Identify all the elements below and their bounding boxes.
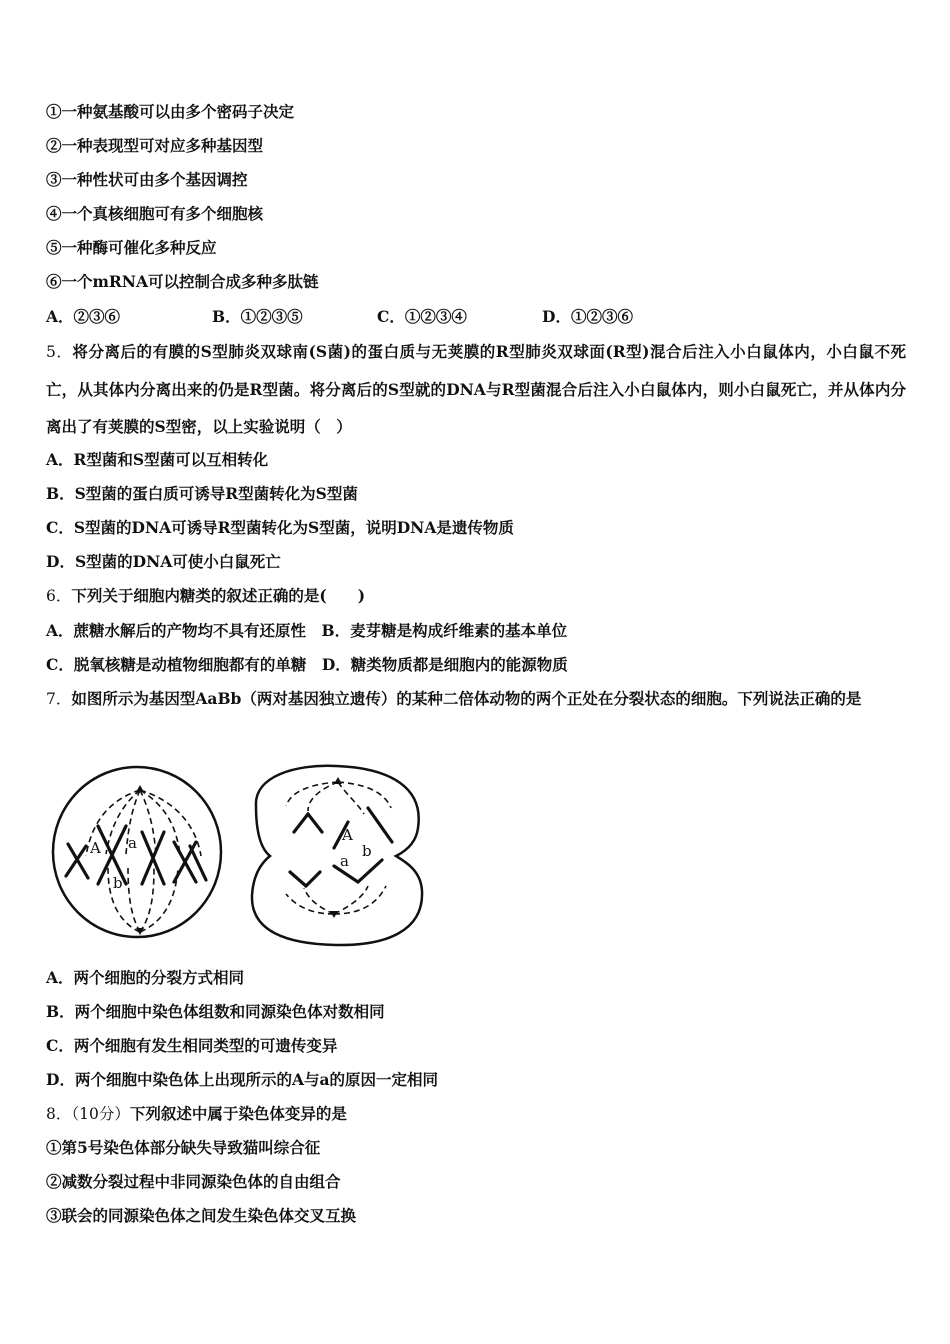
left-label-A: A xyxy=(90,839,101,857)
left-cell xyxy=(53,767,221,937)
right-label-a: a xyxy=(340,852,349,870)
q8-item-1: ①第5号染色体部分缺失导致猫叫综合征 xyxy=(46,1138,321,1157)
q4-option-b: B．①②③⑤ xyxy=(212,307,303,326)
q8-item-3: ③联会的同源染色体之间发生染色体交叉互换 xyxy=(46,1206,357,1225)
q8-score: （10分） xyxy=(71,1105,130,1123)
q4-item-1: ①一种氨基酸可以由多个密码子决定 xyxy=(46,102,295,121)
cell-division-figure xyxy=(46,756,436,956)
q5-stem xyxy=(46,333,906,445)
q4-option-a: A．②③⑥ xyxy=(46,307,121,326)
q5-option-a: A．R型菌和S型菌可以互相转化 xyxy=(46,450,269,469)
q8-number: 8． xyxy=(46,1105,72,1123)
q7-number: 7． xyxy=(46,690,72,708)
q8-stem-text: 下列叙述中属于染色体变异的是 xyxy=(129,1104,347,1123)
q8-stem xyxy=(46,1104,347,1124)
q7-option-b: B．两个细胞中染色体组数和同源染色体对数相同 xyxy=(46,1002,385,1021)
q7-option-d: D．两个细胞中染色体上出现所示的A与a的原因一定相同 xyxy=(46,1070,439,1089)
q6-stem-text: 下列关于细胞内糖类的叙述正确的是( ) xyxy=(71,586,366,605)
q4-item-5: ⑤一种酶可催化多种反应 xyxy=(46,238,217,257)
q5-option-c: C．S型菌的DNA可诱导R型菌转化为S型菌，说明DNA是遗传物质 xyxy=(46,518,514,537)
q7-stem xyxy=(46,680,906,718)
q7-option-a: A．两个细胞的分裂方式相同 xyxy=(46,968,245,987)
q4-item-4: ④一个真核细胞可有多个细胞核 xyxy=(46,204,264,223)
q5-option-d: D．S型菌的DNA可使小白鼠死亡 xyxy=(46,552,281,571)
q6-options-row-2: C．脱氧核糖是动植物细胞都有的单糖 D．糖类物质都是细胞内的能源物质 xyxy=(46,655,568,674)
q4-options xyxy=(46,307,633,327)
q4-option-c: C．①②③④ xyxy=(377,307,467,326)
q6-stem xyxy=(46,586,365,606)
q6-number: 6． xyxy=(46,587,72,605)
q7-option-c: C．两个细胞有发生相同类型的可遗传变异 xyxy=(46,1036,338,1055)
right-label-A: A xyxy=(342,826,353,844)
q4-item-2: ②一种表现型可对应多种基因型 xyxy=(46,136,264,155)
q4-option-d: D．①②③⑥ xyxy=(542,307,633,326)
q8-item-2: ②减数分裂过程中非同源染色体的自由组合 xyxy=(46,1172,341,1191)
q7-stem-text: 如图所示为基因型AaBb（两对基因独立遗传）的某种二倍体动物的两个正处在分裂状态的细胞。下列说法正确的是 xyxy=(71,689,862,708)
q5-number: 5． xyxy=(46,343,73,361)
left-label-b: b xyxy=(113,874,123,892)
q6-options-row-1: A．蔗糖水解后的产物均不具有还原性 B．麦芽糖是构成纤维素的基本单位 xyxy=(46,621,568,640)
q5-option-b: B．S型菌的蛋白质可诱导R型菌转化为S型菌 xyxy=(46,484,358,503)
left-label-a: a xyxy=(128,834,137,852)
q4-item-3: ③一种性状可由多个基因调控 xyxy=(46,170,248,189)
q4-item-6: ⑥一个mRNA可以控制合成多种多肽链 xyxy=(46,272,319,291)
q5-stem-text: 将分离后的有膜的S型肺炎双球南(S菌)的蛋白质与无荚膜的R型肺炎双球面(R型)混合后注入小白鼠体内，小白鼠不死亡，从其体内分离出来的仍是R型菌。将分离后的S型就的DNA与R型菌混合后注入小白鼠体内，则小白鼠死亡，并从体内分离出了有荚膜的S型密，以上实验说明（ ） xyxy=(46,342,906,436)
right-label-b: b xyxy=(362,842,372,860)
right-cell xyxy=(252,766,422,945)
